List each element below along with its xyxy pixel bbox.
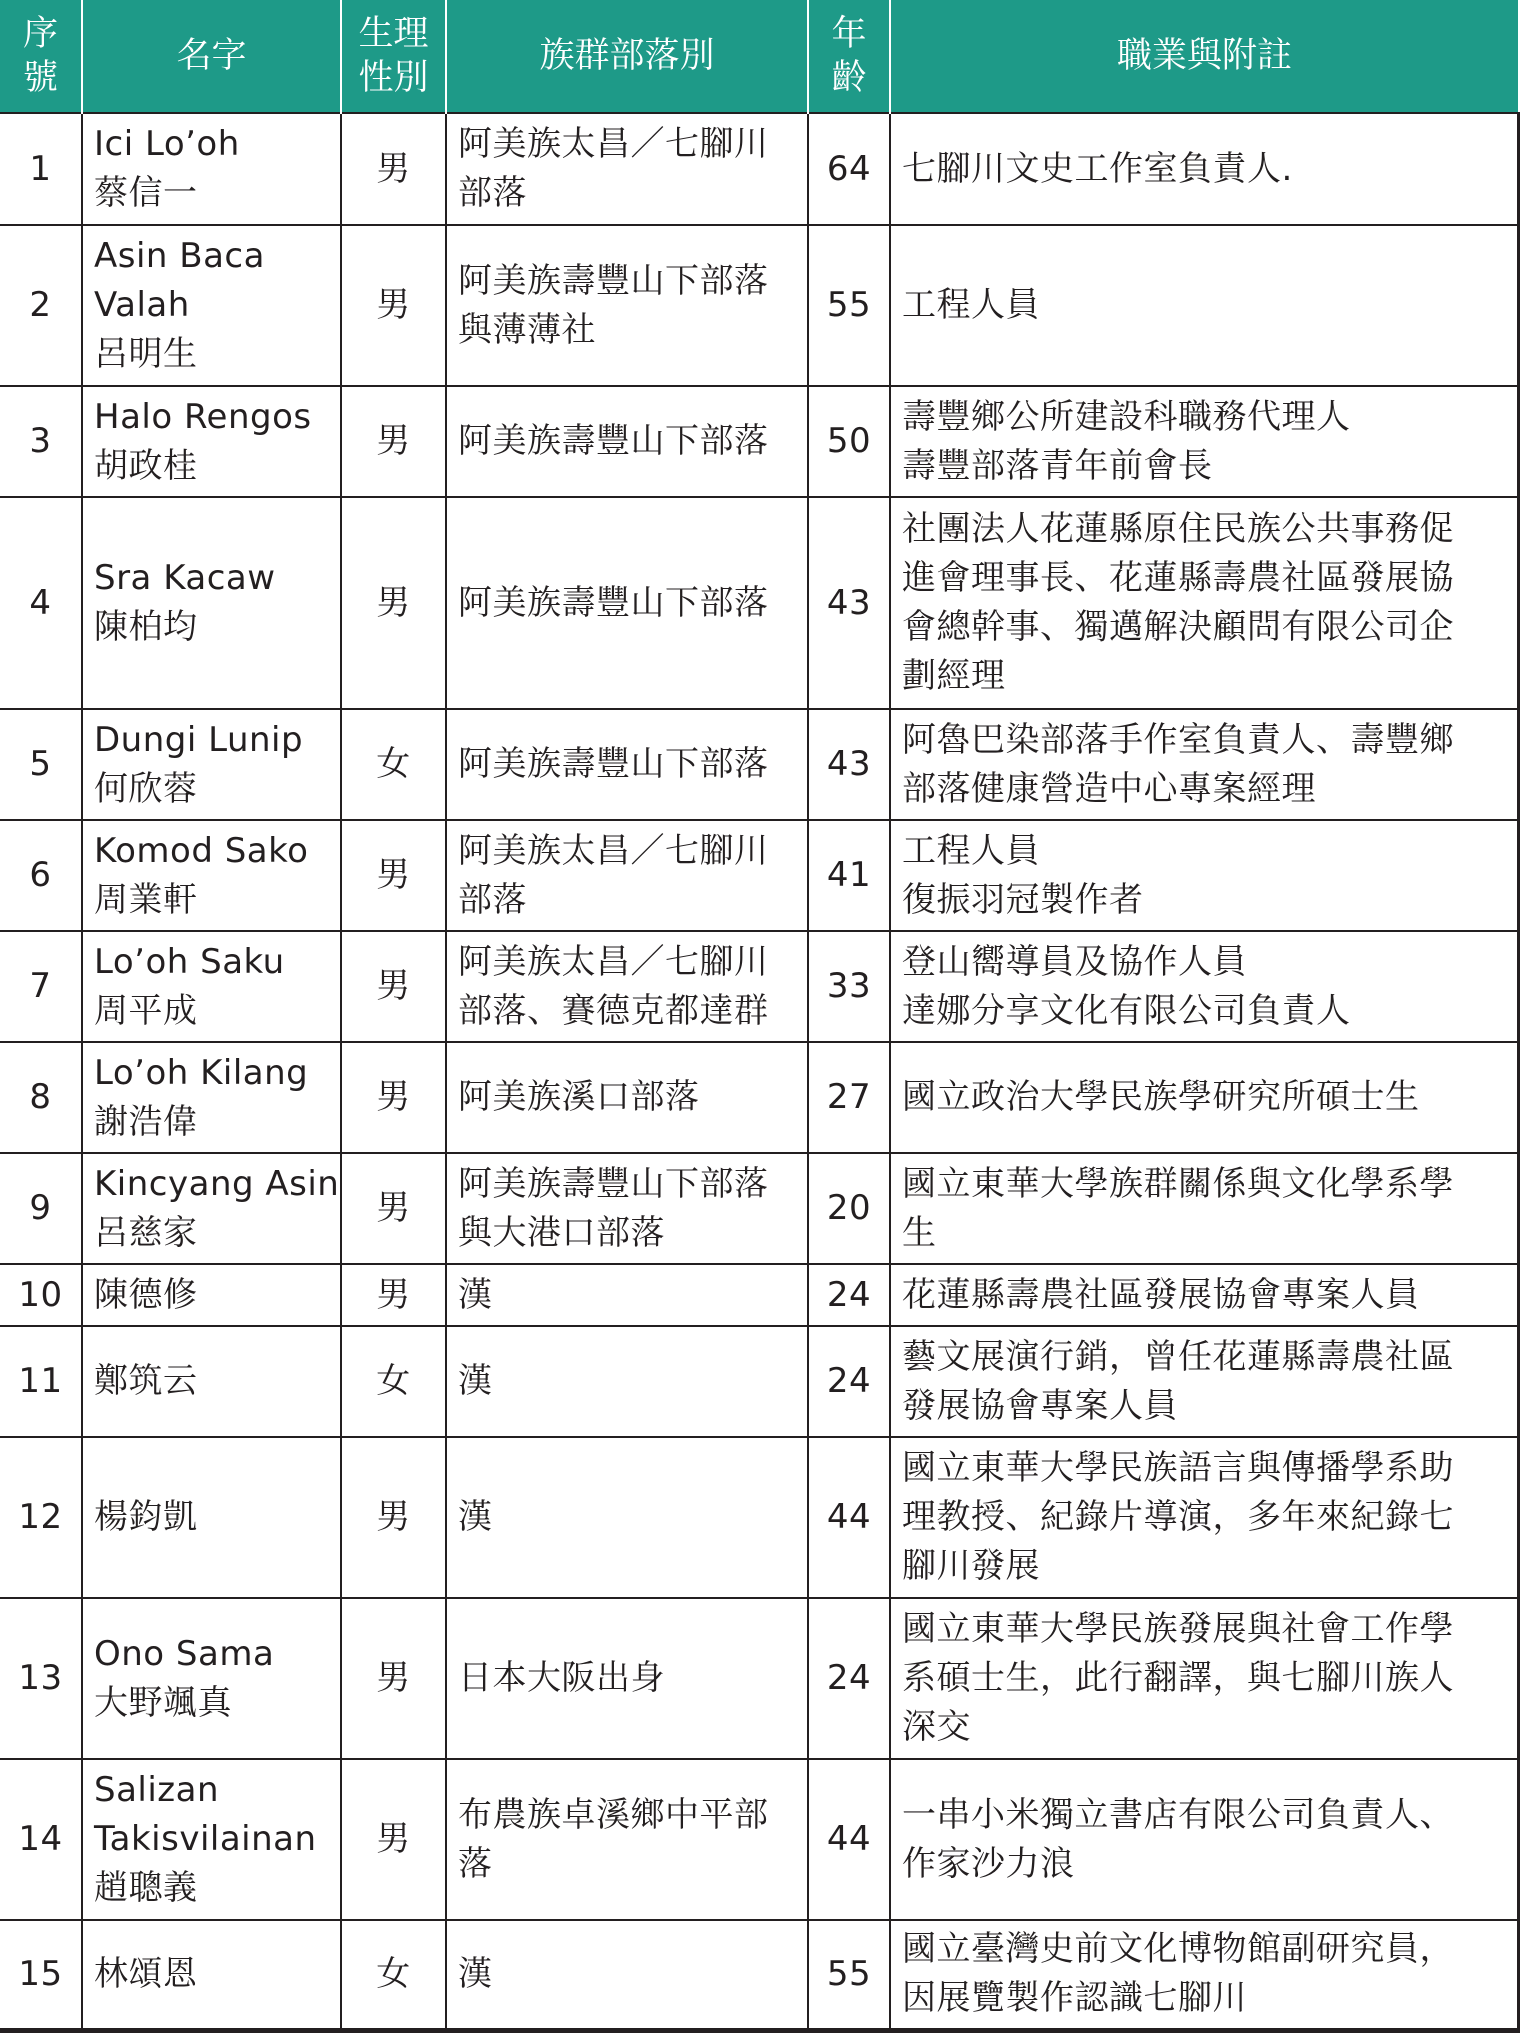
row-name: 林頌恩 — [82, 1920, 341, 2030]
row-tribe: 阿美族太昌／七腳川 部落 — [446, 820, 808, 931]
row-sex: 男 — [341, 1598, 446, 1759]
row-tribe: 阿美族壽豐山下部落 — [446, 386, 808, 497]
table-row — [0, 497, 1518, 709]
row-job: 社團法人花蓮縣原住民族公共事務促 進會理事長、花蓮縣壽農社區發展協 會總幹事、獨邁解決顧問有限公司企 劃經理 — [890, 497, 1518, 709]
row-job: 國立東華大學民族語言與傳播學系助 理教授、紀錄片導演，多年來紀錄七 腳川發展 — [890, 1437, 1518, 1598]
row-number: 4 — [0, 497, 82, 709]
row-job: 工程人員 復振羽冠製作者 — [890, 820, 1518, 931]
row-tribe: 阿美族太昌／七腳川 部落 — [446, 113, 808, 225]
row-tribe: 日本大阪出身 — [446, 1598, 808, 1759]
row-tribe: 阿美族壽豐山下部落 — [446, 497, 808, 709]
row-job: 七腳川文史工作室負責人. — [890, 113, 1518, 225]
row-age: 44 — [808, 1437, 890, 1598]
row-name: Sra Kacaw 陳柏均 — [82, 497, 341, 709]
row-sex: 男 — [341, 1042, 446, 1153]
row-number: 7 — [0, 931, 82, 1042]
row-sex: 男 — [341, 225, 446, 386]
table-row — [0, 709, 1518, 820]
row-name: 鄭筑云 — [82, 1326, 341, 1437]
row-tribe: 阿美族壽豐山下部落 與大港口部落 — [446, 1153, 808, 1264]
row-sex: 男 — [341, 386, 446, 497]
row-age: 41 — [808, 820, 890, 931]
row-age: 55 — [808, 225, 890, 386]
row-name: Ici Lo’oh 蔡信一 — [82, 113, 341, 225]
row-number: 10 — [0, 1264, 82, 1326]
table-row — [0, 1153, 1518, 1264]
row-number: 8 — [0, 1042, 82, 1153]
row-number: 11 — [0, 1326, 82, 1437]
row-sex: 男 — [341, 820, 446, 931]
row-sex: 男 — [341, 931, 446, 1042]
row-sex: 女 — [341, 709, 446, 820]
row-job: 阿魯巴染部落手作室負責人、壽豐鄉 部落健康營造中心專案經理 — [890, 709, 1518, 820]
row-job: 國立政治大學民族學研究所碩士生 — [890, 1042, 1518, 1153]
row-name: Kincyang Asin 呂慈家 — [82, 1153, 341, 1264]
row-age: 33 — [808, 931, 890, 1042]
row-tribe: 阿美族壽豐山下部落 — [446, 709, 808, 820]
table-row — [0, 386, 1518, 497]
row-job: 一串小米獨立書店有限公司負責人、 作家沙力浪 — [890, 1759, 1518, 1920]
row-name: Salizan Takisvilainan 趙聰義 — [82, 1759, 341, 1920]
header-row — [0, 0, 1518, 113]
table-row — [0, 1759, 1518, 1920]
row-job: 國立東華大學族群關係與文化學系學 生 — [890, 1153, 1518, 1264]
row-age: 24 — [808, 1598, 890, 1759]
row-tribe: 漢 — [446, 1920, 808, 2030]
table-row — [0, 1326, 1518, 1437]
row-job: 國立臺灣史前文化博物館副研究員， 因展覽製作認識七腳川 — [890, 1920, 1518, 2030]
row-sex: 男 — [341, 1153, 446, 1264]
row-sex: 男 — [341, 1264, 446, 1326]
row-tribe: 阿美族溪口部落 — [446, 1042, 808, 1153]
row-age: 55 — [808, 1920, 890, 2030]
table-row — [0, 113, 1518, 225]
header-tribe: 族群部落別 — [446, 0, 808, 113]
table-row — [0, 820, 1518, 931]
row-sex: 男 — [341, 1437, 446, 1598]
row-job: 藝文展演行銷，曾任花蓮縣壽農社區 發展協會專案人員 — [890, 1326, 1518, 1437]
table-row — [0, 931, 1518, 1042]
row-tribe: 布農族卓溪鄉中平部 落 — [446, 1759, 808, 1920]
table-row — [0, 1264, 1518, 1326]
row-age: 24 — [808, 1264, 890, 1326]
row-job: 花蓮縣壽農社區發展協會專案人員 — [890, 1264, 1518, 1326]
row-number: 15 — [0, 1920, 82, 2030]
row-number: 6 — [0, 820, 82, 931]
header-age: 年 齡 — [808, 0, 890, 113]
row-age: 43 — [808, 497, 890, 709]
row-number: 13 — [0, 1598, 82, 1759]
row-number: 1 — [0, 113, 82, 225]
row-name: Dungi Lunip 何欣蓉 — [82, 709, 341, 820]
row-sex: 男 — [341, 497, 446, 709]
row-age: 27 — [808, 1042, 890, 1153]
table-row — [0, 1437, 1518, 1598]
row-name: 楊鈞凱 — [82, 1437, 341, 1598]
row-sex: 男 — [341, 1759, 446, 1920]
row-tribe: 漢 — [446, 1437, 808, 1598]
row-name: Ono Sama 大野颯真 — [82, 1598, 341, 1759]
row-age: 64 — [808, 113, 890, 225]
header-job: 職業與附註 — [890, 0, 1518, 113]
row-tribe: 漢 — [446, 1264, 808, 1326]
table-row — [0, 225, 1518, 386]
row-age: 50 — [808, 386, 890, 497]
row-name: 陳德修 — [82, 1264, 341, 1326]
row-number: 9 — [0, 1153, 82, 1264]
row-name: Lo’oh Kilang 謝浩偉 — [82, 1042, 341, 1153]
row-age: 44 — [808, 1759, 890, 1920]
table-row — [0, 1598, 1518, 1759]
row-job: 國立東華大學民族發展與社會工作學 系碩士生，此行翻譯，與七腳川族人 深交 — [890, 1598, 1518, 1759]
row-sex: 女 — [341, 1920, 446, 2030]
row-tribe: 漢 — [446, 1326, 808, 1437]
row-tribe: 阿美族壽豐山下部落 與薄薄社 — [446, 225, 808, 386]
header-no: 序 號 — [22, 14, 58, 98]
row-age: 43 — [808, 709, 890, 820]
row-number: 3 — [0, 386, 82, 497]
row-number: 14 — [0, 1759, 82, 1920]
table-row — [0, 1920, 1518, 2030]
row-name: Lo’oh Saku 周平成 — [82, 931, 341, 1042]
row-age: 20 — [808, 1153, 890, 1264]
row-sex: 女 — [341, 1326, 446, 1437]
row-number: 2 — [0, 225, 82, 386]
header-sex: 生理 性別 — [341, 0, 446, 113]
row-name: Halo Rengos 胡政桂 — [82, 386, 341, 497]
row-sex: 男 — [341, 113, 446, 225]
row-name: Asin Baca Valah 呂明生 — [82, 225, 341, 386]
row-job: 工程人員 — [890, 225, 1518, 386]
row-tribe: 阿美族太昌／七腳川 部落、賽德克都達群 — [446, 931, 808, 1042]
row-age: 24 — [808, 1326, 890, 1437]
table-row — [0, 1042, 1518, 1153]
row-number: 5 — [0, 709, 82, 820]
row-job: 壽豐鄉公所建設科職務代理人 壽豐部落青年前會長 — [890, 386, 1518, 497]
row-job: 登山嚮導員及協作人員 達娜分享文化有限公司負責人 — [890, 931, 1518, 1042]
row-number: 12 — [0, 1437, 82, 1598]
row-name: Komod Sako 周業軒 — [82, 820, 341, 931]
header-name: 名字 — [82, 0, 341, 113]
